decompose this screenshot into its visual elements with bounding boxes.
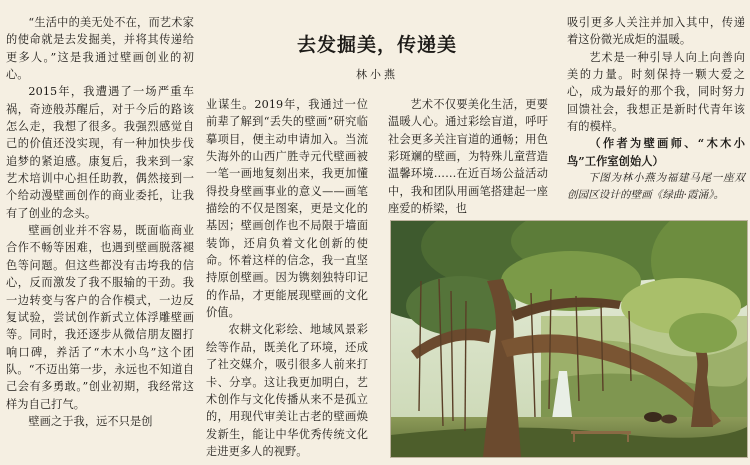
paragraph: 艺术不仅要美化生活，更要温暖人心。通过彩绘盲道，呼吁社会更多关注盲道的通畅；用色彩斑斓的壁画，为特殊儿童营造温馨环境……在近百场公益活动中，我和团队用画笔搭建起一座座爱的桥梁，也 — [388, 98, 548, 216]
paragraph: 2015年，我遭遇了一场严重车祸，奇迹般苏醒后，对于今后的路该怎么走，我想了很多。我强烈感觉自己的价值还没实现，有一种加快步伐追梦的紧迫感。康复后，我来到一家艺术培训中心担任助教，偶然接到一个给动漫壁画创作的商业委托，让我有了创业的念头。 — [6, 85, 194, 220]
author-credit: （作者为壁画师、“木木小鸟”工作室创始人） — [567, 136, 745, 168]
mural-photo — [390, 220, 748, 458]
article-byline: 林小燕 — [356, 68, 398, 81]
photo-caption: 下图为林小燕为福建马尾一座双创园区设计的壁画《绿曲·霞涌》。 — [567, 172, 745, 202]
article-column-1 — [6, 14, 194, 430]
banyan-tree-mural-image — [391, 221, 747, 457]
article-title: 去发掘美，传递美 — [296, 34, 457, 56]
paragraph: 农耕文化彩绘、地域风景彩绘等作品，既美化了环境，还成了社交媒介，吸引很多人前来打卡、分享。这让我更加明白，艺术创作与文化传播从来不是孤立的，用现代审美让古老的壁画焕发新生，能让中华优秀传统文化走进更多人的视野。 — [206, 323, 368, 458]
paragraph: 壁画之于我，远不只是创 — [28, 414, 153, 428]
article-column-2 — [206, 96, 368, 460]
article-column-3 — [388, 96, 548, 217]
paragraph: 壁画创业并不容易，既面临商业合作不畅等困难，也遇到壁画脱落褪色等问题。但这些都没有击垮我的信心，反而激发了我不服输的干劲。我一边转变与客户的合作模式，一边反复试验，尝试创作新式立体浮雕壁画等。同时，我还逐步从微信朋友圈打响口碑，养活了“木木小鸟”这个团队。“不迈出第一步，永远也不知道自己会有多勇敢。”创业初期，我经常这样为自己打气。 — [6, 224, 194, 411]
paragraph: 艺术是一种引导人向上向善向美的力量。时刻保持一颗大爱之心，成为最好的那个我，同时努力回馈社会，我想正是新时代青年该有的模样。 — [567, 50, 745, 134]
article-column-4 — [567, 14, 745, 204]
paragraph: 业谋生。2019年，我通过一位前辈了解到“丢失的壁画”研究临摹项目，便主动申请加入。当流失海外的山西广胜寺元代壁画被一笔一画地复刻出来，我更加懂得投身壁画事业的意义——画笔描绘的不仅是图案，更是文化的基因；壁画创作也不局限于墙面装饰，还肩负着文化创新的使命。怀着这样的信念，我一直坚持原创壁画。因为镌刻独特印记的作品，才更能展现壁画的文化价值。 — [206, 98, 368, 320]
paragraph: 吸引更多人关注并加入其中，传递着这份微光成炬的温暖。 — [567, 16, 745, 47]
paragraph: “生活中的美无处不在，而艺术家的使命就是去发掘美，并将其传递给更多人。”这是我通过壁画创业的初心。 — [6, 16, 194, 82]
